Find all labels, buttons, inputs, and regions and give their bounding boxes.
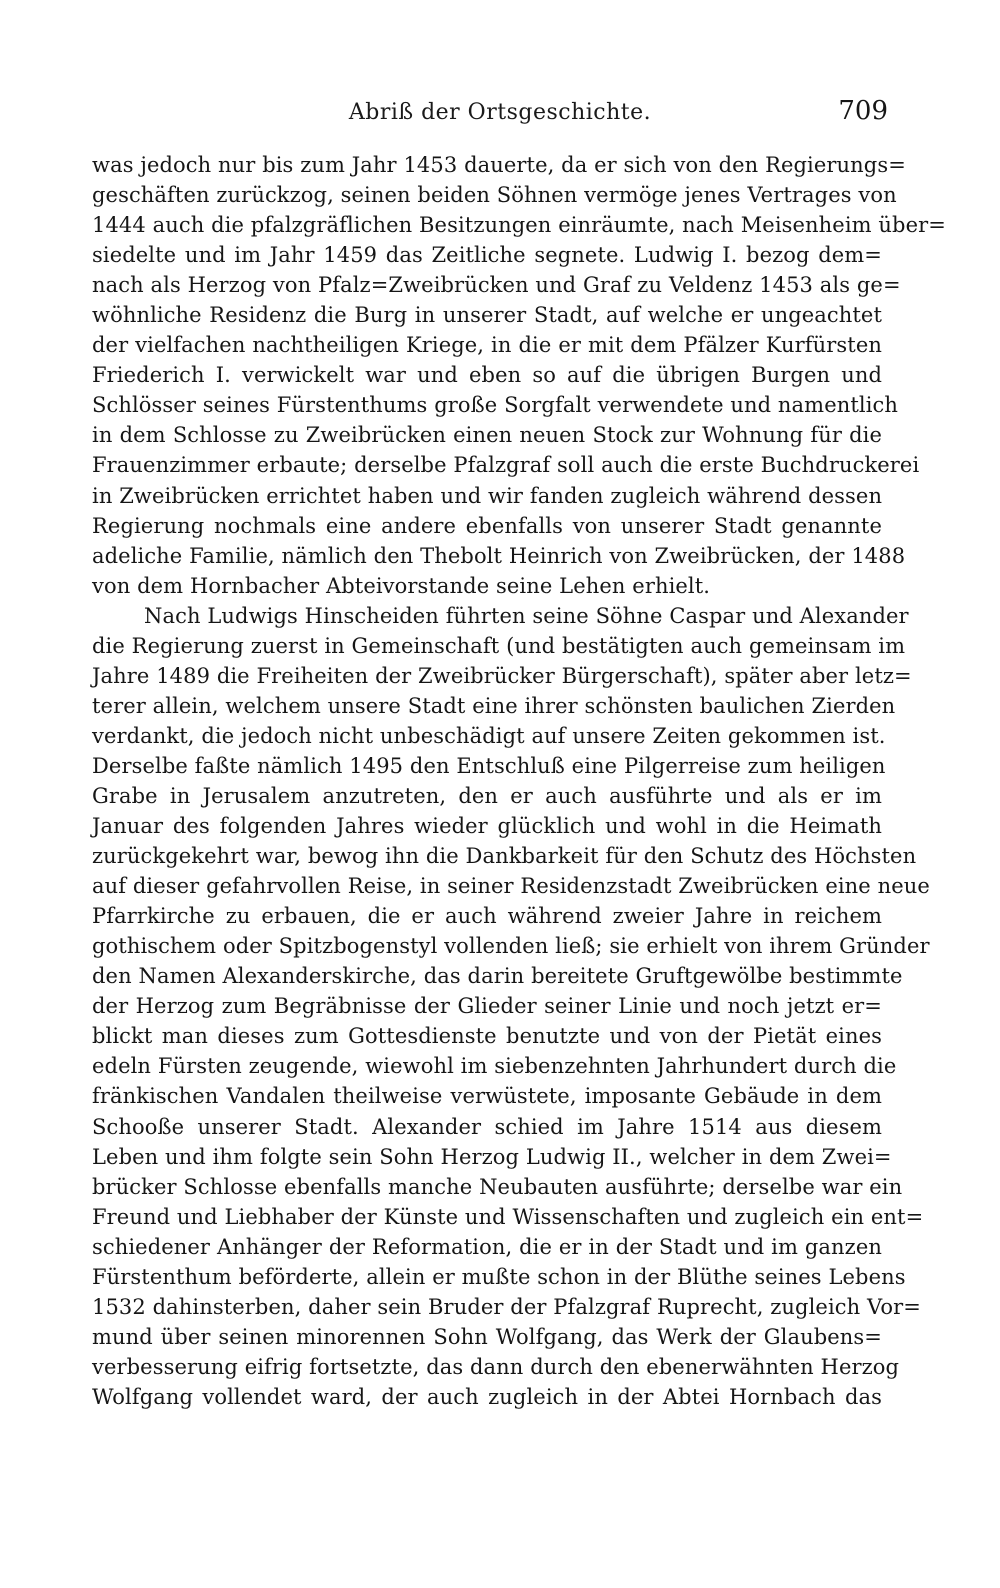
text-line: auf dieser gefahrvollen Reise, in seiner Residenzstadt Zweibrücken eine neue (92, 874, 930, 899)
text-line: in Zweibrücken errichtet haben und wir fanden zugleich während dessen (92, 483, 883, 508)
text-line: Friederich I. verwickelt war und eben so auf die übrigen Burgen und (92, 363, 882, 388)
text-line: mund über seinen minorennen Sohn Wolfgang, das Werk der Glaubens= (92, 1324, 882, 1349)
text-line: von dem Hornbacher Abteivorstande seine Lehen erhielt. (92, 573, 711, 598)
text-line: gothischem oder Spitzbogenstyl vollenden ließ; sie erhielt von ihrem Gründer (92, 934, 930, 959)
text-line: den Namen Alexanderskirche, das darin bereitete Gruftgewölbe bestimmte (92, 964, 903, 989)
text-line: verbesserung eifrig fortsetzte, das dann durch den ebenerwähnten Herzog (92, 1354, 900, 1379)
paragraph-1 (92, 150, 946, 601)
text-line: schiedener Anhänger der Reformation, die er in der Stadt und im ganzen (92, 1234, 882, 1259)
paragraph-2 (92, 601, 930, 1412)
text-line: in dem Schlosse zu Zweibrücken einen neuen Stock zur Wohnung für die (92, 423, 882, 448)
text-line: nach als Herzog von Pfalz=Zweibrücken und Graf zu Veldenz 1453 als ge= (92, 273, 901, 298)
text-line: Regierung nochmals eine andere ebenfalls von unserer Stadt genannte (92, 513, 882, 538)
text-line: Fürstenthum beförderte, allein er mußte schon in der Blüthe seines Lebens (92, 1264, 906, 1289)
text-line: zurückgekehrt war, bewog ihn die Dankbarkeit für den Schutz des Höchsten (92, 844, 917, 869)
page-number: 709 (838, 96, 888, 126)
text-line: Schooße unserer Stadt. Alexander schied im Jahre 1514 aus diesem (92, 1114, 882, 1139)
text-line: der vielfachen nachtheiligen Kriege, in die er mit dem Pfälzer Kurfürsten (92, 333, 882, 358)
text-line: 1532 dahinsterben, daher sein Bruder der Pfalzgraf Ruprecht, zugleich Vor= (92, 1294, 921, 1319)
text-line: Grabe in Jerusalem anzutreten, den er auch ausführte und als er im (92, 783, 882, 808)
text-line: Frauenzimmer erbaute; derselbe Pfalzgraf soll auch die erste Buchdruckerei (92, 453, 920, 478)
text-line: was jedoch nur bis zum Jahr 1453 dauerte, da er sich von den Regierungs= (92, 153, 906, 177)
text-line: brücker Schlosse ebenfalls manche Neubauten ausführte; derselbe war ein (92, 1174, 903, 1199)
text-line: blickt man dieses zum Gottesdienste benutzte und von der Pietät eines (92, 1024, 882, 1049)
text-line: Wolfgang vollendet ward, der auch zugleich in der Abtei Hornbach das (92, 1384, 882, 1409)
text-line: Jahre 1489 die Freiheiten der Zweibrücker Bürgerschaft), später aber letz= (92, 663, 912, 688)
text-line: terer allein, welchem unsere Stadt eine ihrer schönsten baulichen Zierden (92, 693, 896, 718)
running-head: Abriß der Ortsgeschichte. (348, 100, 652, 125)
text-line: der Herzog zum Begräbnisse der Glieder seiner Linie und noch jetzt er= (92, 994, 882, 1019)
text-line: adeliche Familie, nämlich den Thebolt Heinrich von Zweibrücken, der 1488 (92, 543, 906, 568)
text-line: Schlösser seines Fürstenthums große Sorgfalt verwendete und namentlich (92, 393, 899, 418)
text-line: edeln Fürsten zeugende, wiewohl im siebenzehnten Jahrhundert durch die (92, 1054, 897, 1079)
text-line: geschäften zurückzog, seinen beiden Söhnen vermöge jenes Vertrages von (92, 183, 897, 208)
text-line: siedelte und im Jahr 1459 das Zeitliche segnete. Ludwig I. bezog dem= (92, 243, 882, 268)
text-line: Derselbe faßte nämlich 1495 den Entschluß eine Pilgerreise zum heiligen (92, 753, 886, 778)
text-line: Freund und Liebhaber der Künste und Wissenschaften und zugleich ein ent= (92, 1204, 924, 1229)
text-line: Januar des folgenden Jahres wieder glücklich und wohl in die Heimath (92, 814, 882, 839)
text-line: verdankt, die jedoch nicht unbeschädigt auf unsere Zeiten gekommen ist. (92, 723, 886, 748)
text-line: wöhnliche Residenz die Burg in unserer Stadt, auf welche er ungeachtet (92, 303, 882, 328)
text-line: Nach Ludwigs Hinscheiden führten seine Söhne Caspar und Alexander (144, 603, 909, 628)
text-line: fränkischen Vandalen theilweise verwüstete, imposante Gebäude in dem (92, 1084, 882, 1109)
text-line: die Regierung zuerst in Gemeinschaft (und bestätigten auch gemeinsam im (92, 633, 906, 658)
body-text (92, 150, 946, 1412)
text-line: 1444 auch die pfalzgräflichen Besitzungen einräumte, nach Meisenheim über= (92, 213, 946, 238)
text-line: Leben und ihm folgte sein Sohn Herzog Ludwig II., welcher in dem Zwei= (92, 1144, 892, 1169)
text-line: Pfarrkirche zu erbauen, die er auch während zweier Jahre in reichem (92, 904, 882, 929)
